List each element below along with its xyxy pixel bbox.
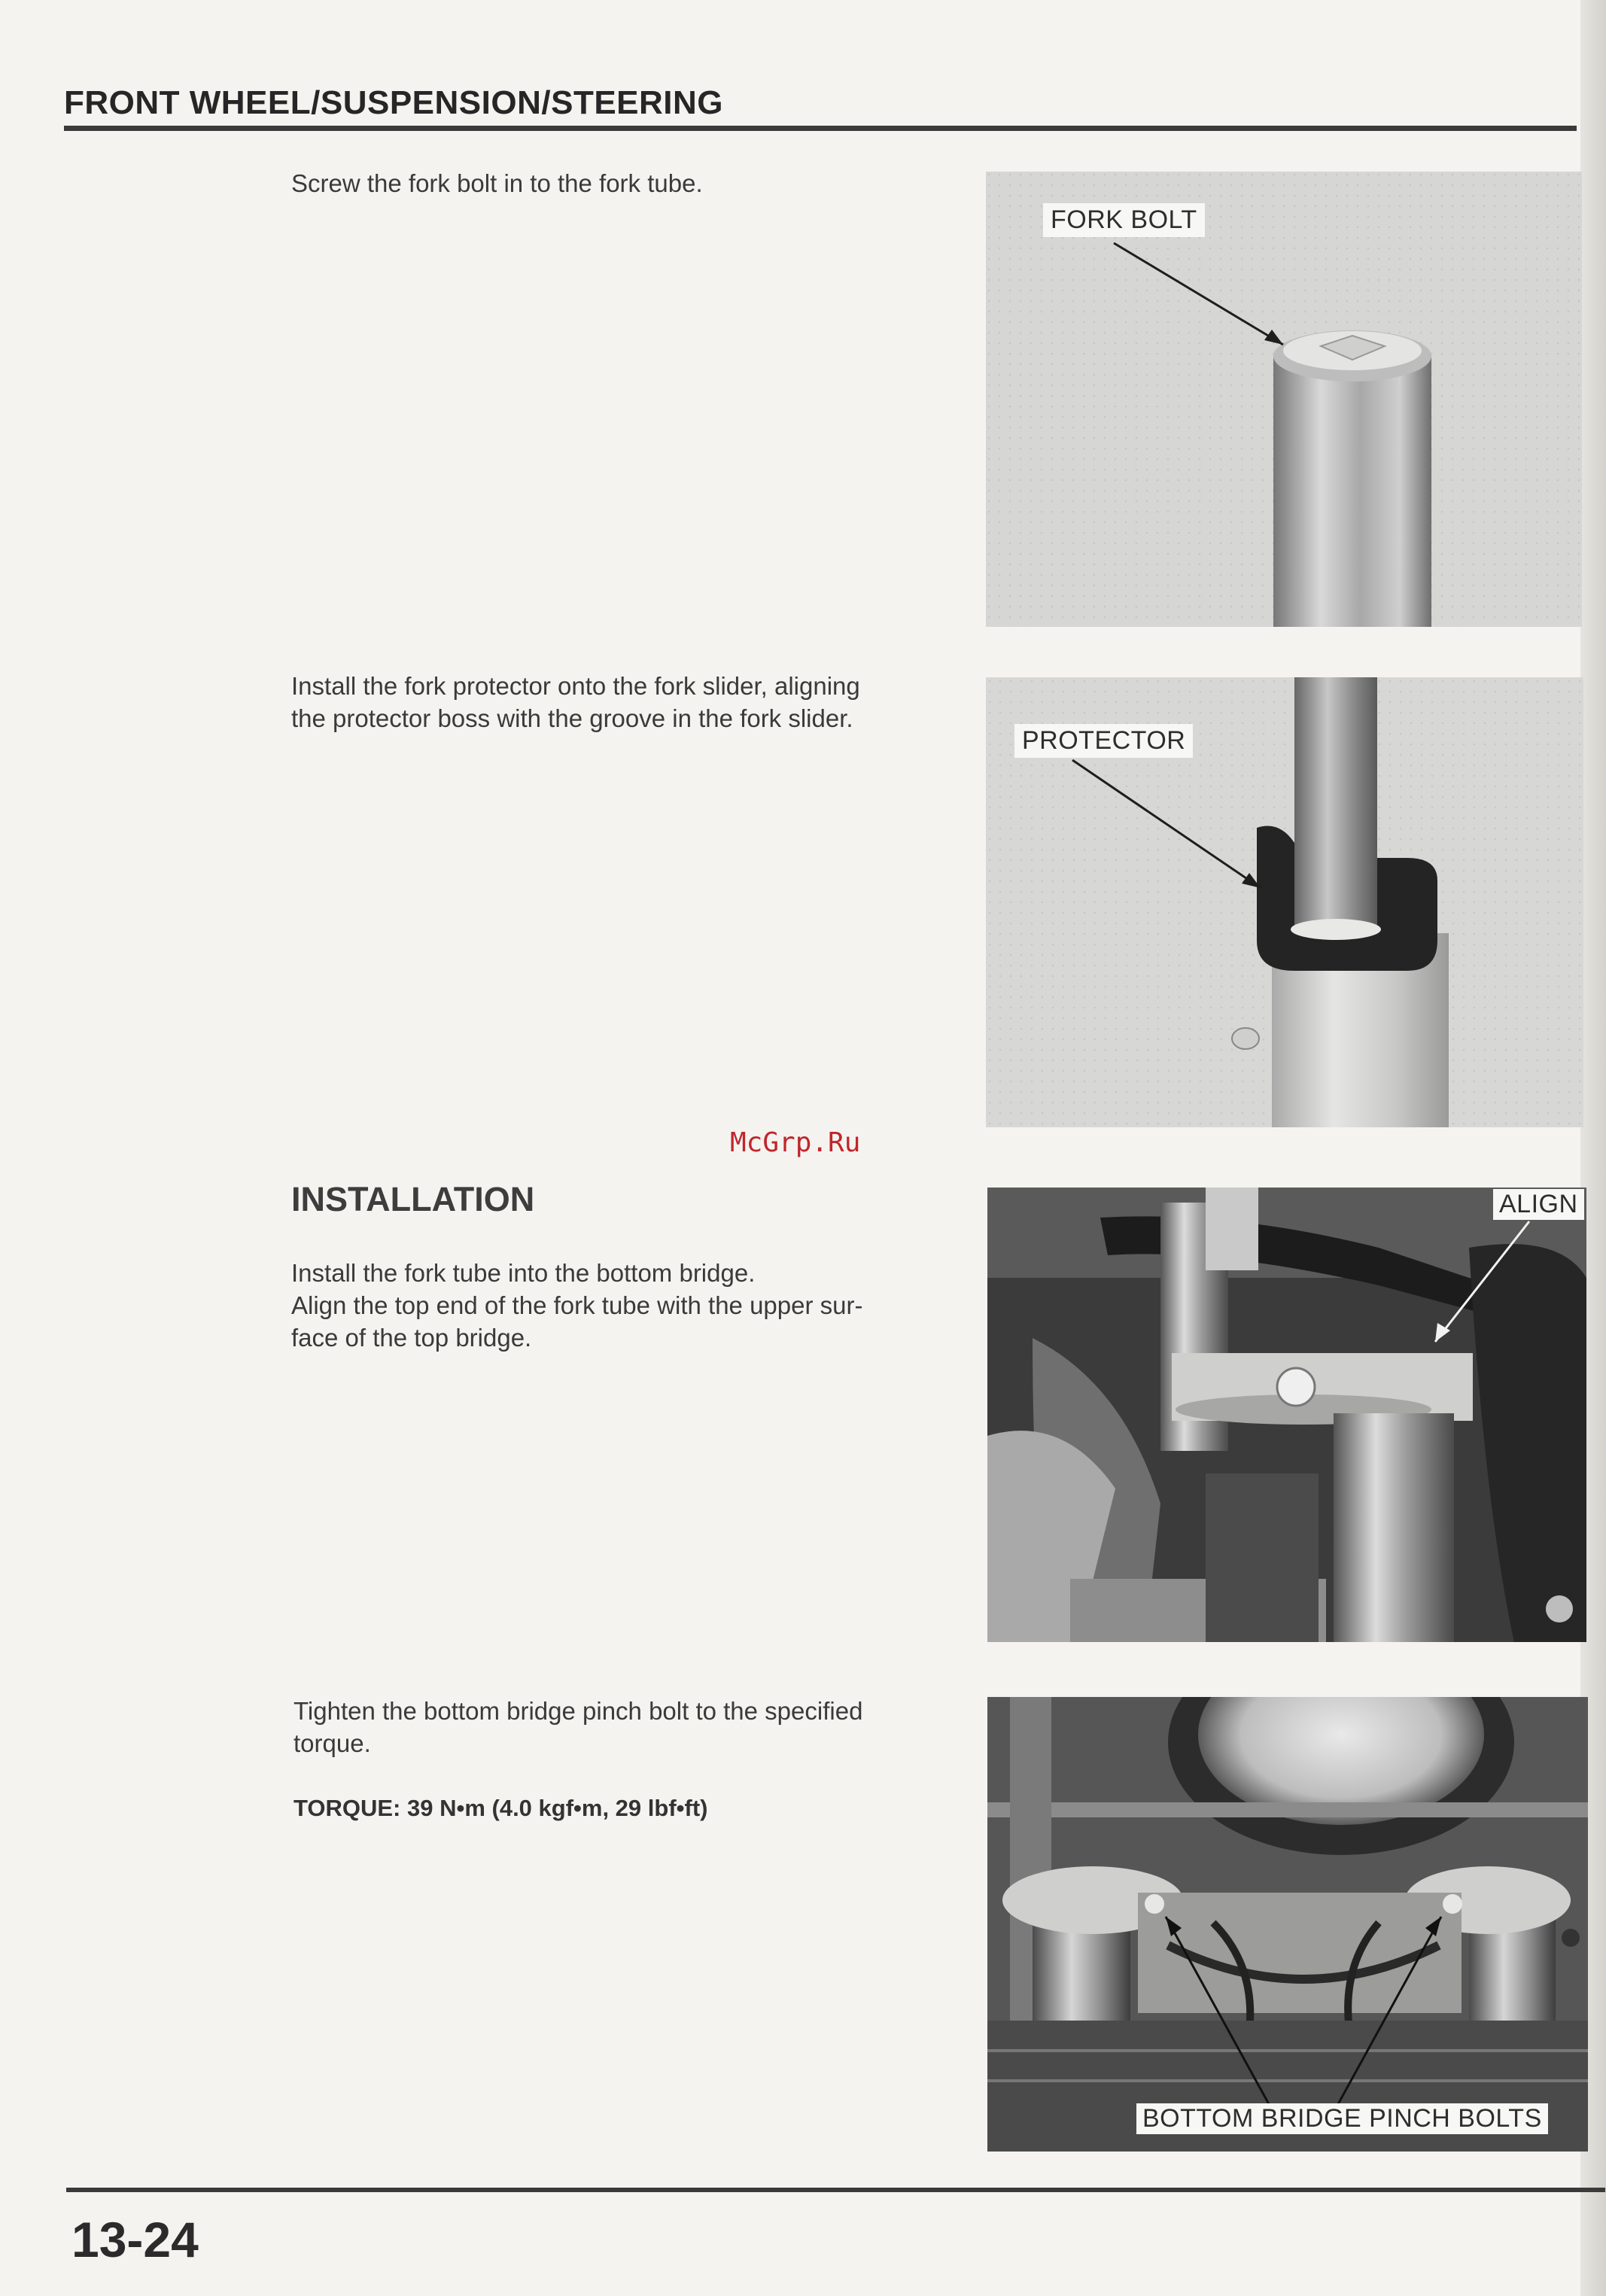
pinch-bolt-instruction-line2: torque. <box>294 1729 371 1757</box>
installation-instruction-line2: Align the top end of the fork tube with the upper sur- <box>291 1291 863 1319</box>
fork-bolt-photo <box>986 172 1582 627</box>
fork-bolt-callout: FORK BOLT <box>1043 203 1205 237</box>
header-rule <box>64 126 1577 131</box>
section-title: FRONT WHEEL/SUSPENSION/STEERING <box>64 84 724 121</box>
installation-instruction-line1: Install the fork tube into the bottom bridge. <box>291 1259 756 1287</box>
footer-rule <box>66 2188 1605 2192</box>
protector-instruction-line2: the protector boss with the groove in the fork slider. <box>291 704 853 732</box>
installation-instruction <box>291 1257 954 1354</box>
torque-spec: TORQUE: 39 N•m (4.0 kgf•m, 29 lbf•ft) <box>294 1795 708 1821</box>
installation-instruction-line3: face of the top bridge. <box>291 1324 532 1352</box>
pinch-bolts-callout: BOTTOM BRIDGE PINCH BOLTS <box>1136 2103 1548 2134</box>
protector-instruction-line1: Install the fork protector onto the fork slider, aligning <box>291 672 860 700</box>
protector-instruction <box>291 670 954 734</box>
installation-photo <box>987 1188 1586 1642</box>
pinch-bolt-instruction <box>294 1695 956 1759</box>
page-number: 13-24 <box>71 2212 199 2267</box>
align-callout: ALIGN <box>1493 1189 1584 1220</box>
watermark: McGrp.Ru <box>730 1127 861 1158</box>
protector-photo <box>986 677 1583 1127</box>
fork-bolt-instruction: Screw the fork bolt in to the fork tube. <box>291 169 703 197</box>
installation-heading: INSTALLATION <box>291 1180 535 1218</box>
pinch-bolt-instruction-line1: Tighten the bottom bridge pinch bolt to the specified <box>294 1697 863 1725</box>
protector-callout: PROTECTOR <box>1014 724 1193 758</box>
pinch-bolt-photo <box>987 1697 1588 2152</box>
